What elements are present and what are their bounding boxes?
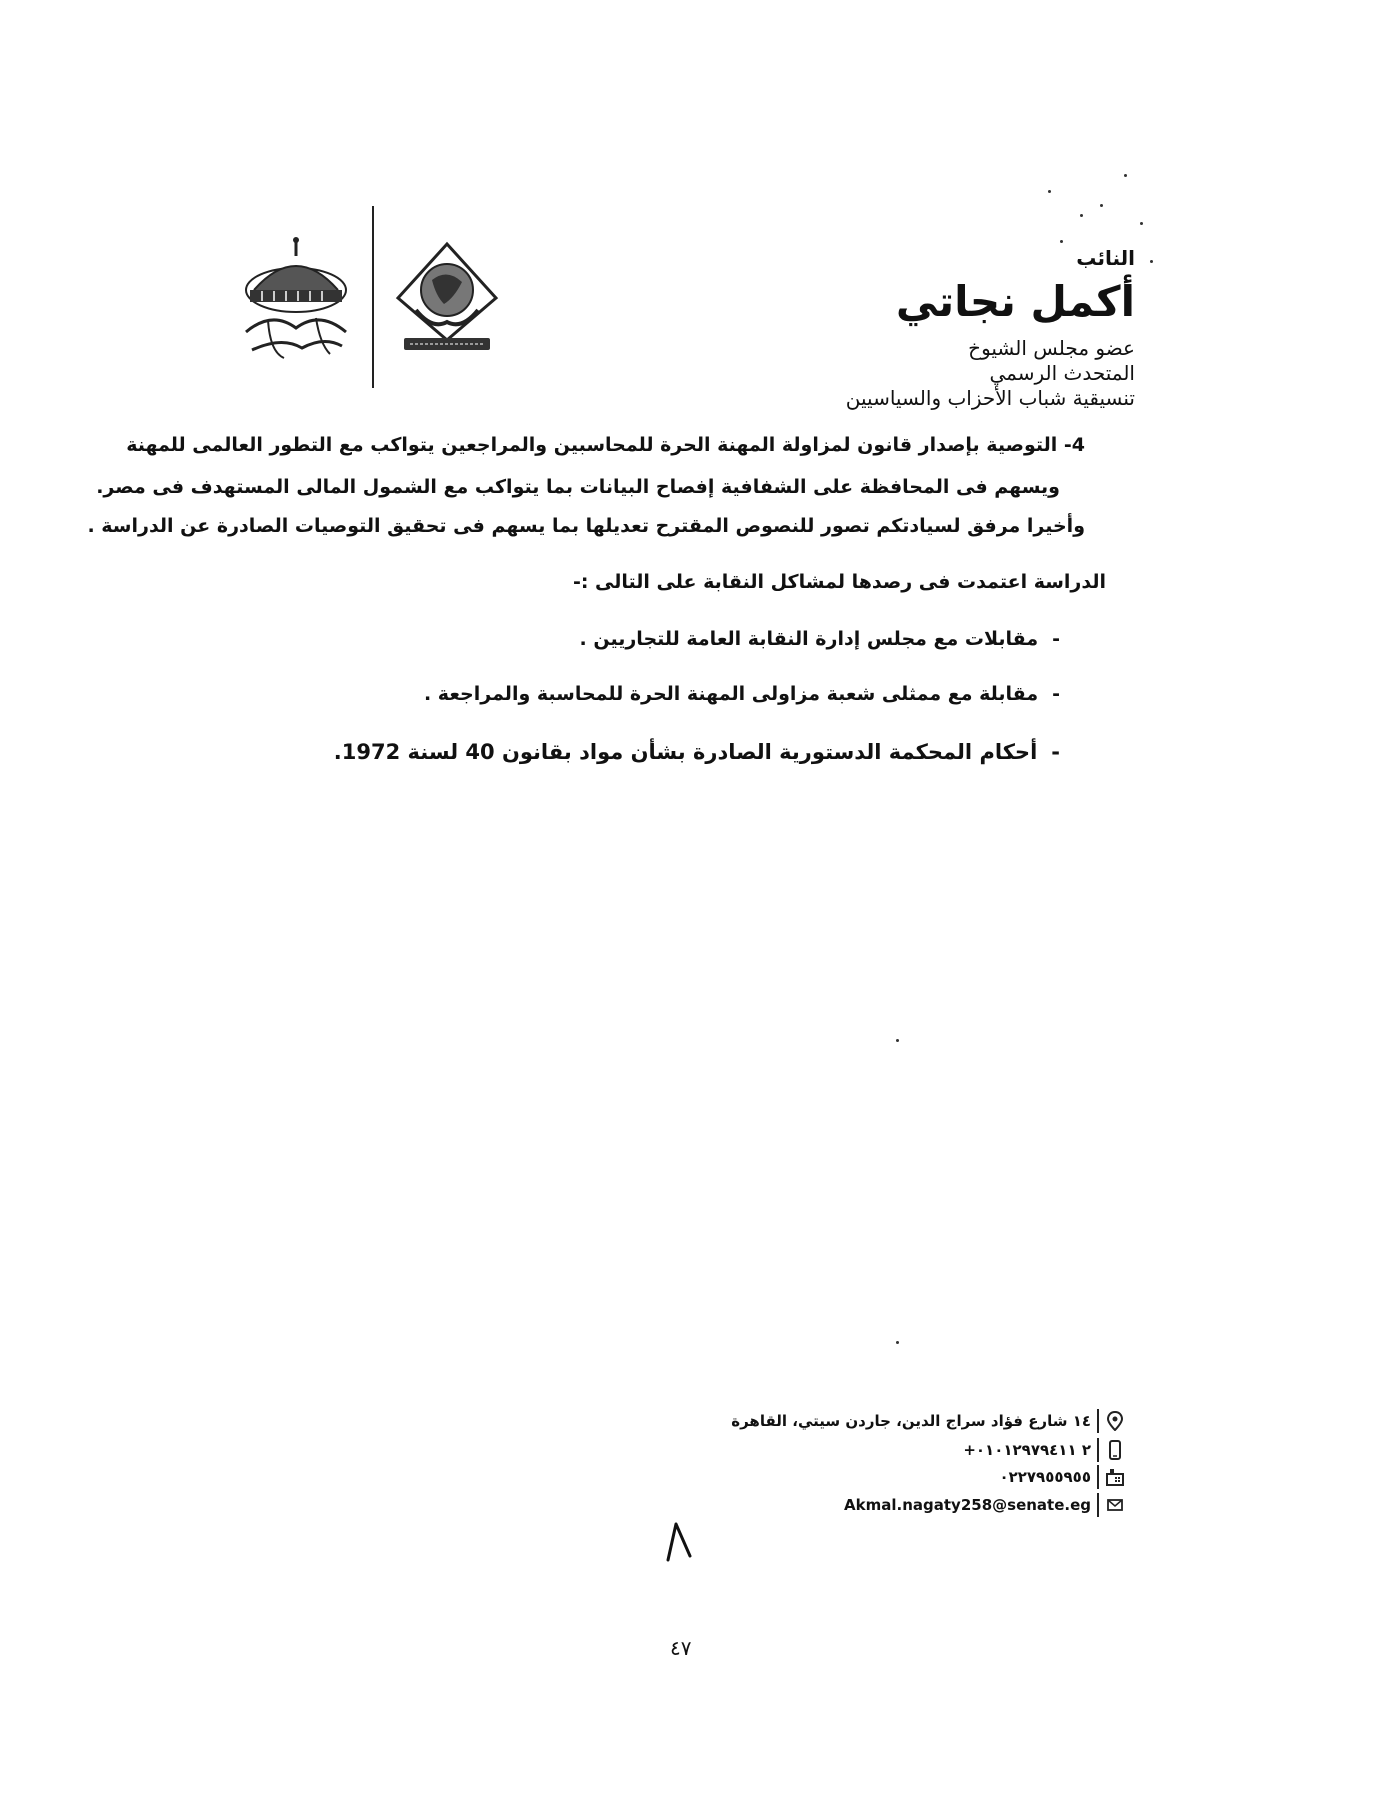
scan-speck <box>1080 214 1083 217</box>
member-role: المتحدث الرسمي <box>989 361 1135 385</box>
contact-separator <box>1097 1409 1099 1433</box>
list-item-text: أحكام المحكمة الدستورية الصادرة بشأن مواد بقانون 40 لسنة 1972. <box>333 740 1038 764</box>
contact-email-row <box>844 1492 1125 1518</box>
study-intro: الدراسة اعتمدت فى رصدها لمشاكل النقابة على التالى :- <box>572 571 1106 593</box>
list-item <box>424 683 1060 705</box>
list-item <box>334 740 1060 764</box>
contact-address-row <box>731 1408 1125 1434</box>
contact-phone-row <box>999 1464 1125 1490</box>
bullet-marker: - <box>1052 628 1060 650</box>
scan-speck <box>1060 240 1063 243</box>
contact-separator <box>1097 1465 1099 1489</box>
list-item-text: مقابلة مع ممثلى شعبة مزاولى المهنة الحرة للمحاسبة والمراجعة . <box>423 683 1039 705</box>
recommendation-line: وأخيرا مرفق لسيادتكم تصور للنصوص المقترح تعديلها بما يسهم فى تحقيق التوصيات الصادرة عن الدراسة . <box>87 515 1085 537</box>
senate-logo <box>232 232 360 370</box>
handwritten-page-mark <box>656 1520 696 1562</box>
page-number: ٤٧ <box>670 1636 692 1660</box>
scan-speck <box>1124 174 1127 177</box>
email-text[interactable]: Akmal.nagaty258@senate.eg <box>844 1496 1091 1514</box>
member-role: عضو مجلس الشيوخ <box>968 336 1135 360</box>
contact-separator <box>1097 1493 1099 1517</box>
scan-speck <box>1150 260 1153 263</box>
list-item-text: مقابلات مع مجلس إدارة النقابة العامة للتجاريين . <box>579 628 1039 650</box>
party-logo <box>392 238 502 358</box>
scan-speck <box>1048 190 1051 193</box>
member-role: تنسيقية شباب الأحزاب والسياسيين <box>845 386 1135 410</box>
location-pin-icon <box>1105 1410 1125 1432</box>
scan-speck <box>1140 222 1143 225</box>
scan-speck <box>896 1341 899 1344</box>
mobile-phone-icon <box>1105 1439 1125 1461</box>
mobile-text: +٢ ٠١٠١٢٩٧٩٤١١ <box>963 1441 1091 1459</box>
email-icon <box>1105 1494 1125 1516</box>
letterhead-divider <box>372 206 374 388</box>
member-name: أكمل نجاتي <box>895 277 1135 326</box>
bullet-marker: - <box>1052 683 1060 705</box>
recommendation-line: 4- التوصية بإصدار قانون لمزاولة المهنة الحرة للمحاسبين والمراجعين يتواكب مع التطور العالمى للمهنة <box>126 434 1085 456</box>
scan-speck <box>1100 204 1103 207</box>
scan-speck <box>896 1039 899 1042</box>
recommendation-line: ويسهم فى المحافظة على الشفافية إفصاح البيانات بما يتواكب مع الشمول المالى المستهدف فى مصر. <box>96 476 1060 498</box>
contact-separator <box>1097 1438 1099 1462</box>
list-item <box>580 628 1060 650</box>
address-text: ١٤ شارع فؤاد سراج الدين، جاردن سيتي، القاهرة <box>731 1412 1091 1430</box>
bullet-marker: - <box>1051 740 1060 764</box>
contact-mobile-row <box>963 1437 1125 1463</box>
landline-phone-icon <box>1105 1466 1125 1488</box>
phone-text: ٠٢٢٧٩٥٥٩٥٥ <box>999 1468 1091 1486</box>
member-title: النائب <box>1076 246 1135 270</box>
